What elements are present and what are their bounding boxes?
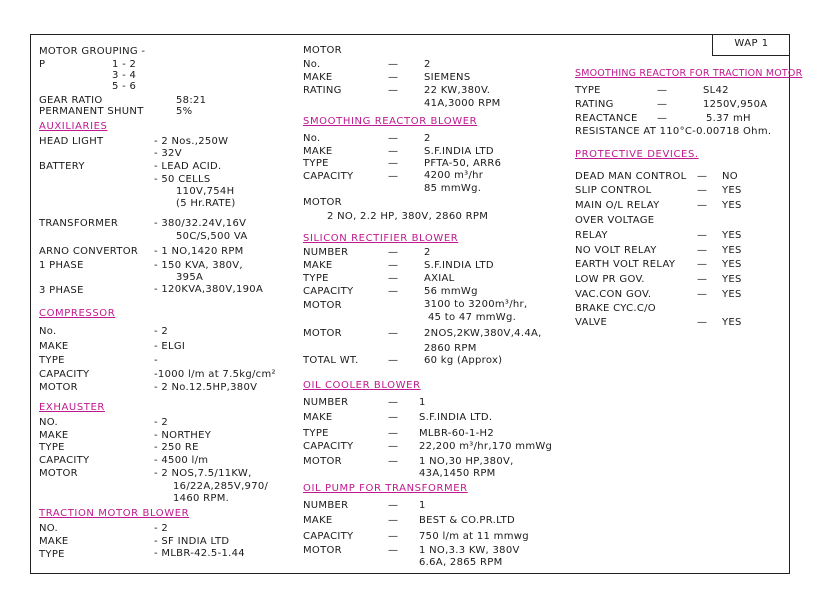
motor-rating-value-2: 41A,3000 RPM <box>424 98 501 109</box>
protective-device-label: RELAY <box>575 230 608 241</box>
ocb-motor-dash: — <box>388 456 399 467</box>
srcb-make-dash: — <box>388 260 399 271</box>
protective-device-dash: — <box>697 289 708 300</box>
three-phase-value: - 120KVA,380V,190A <box>154 284 264 295</box>
protective-device-label: MAIN O/L RELAY <box>575 200 660 211</box>
protective-device-dash: — <box>697 259 708 270</box>
tmb-no-value: - 2 <box>154 523 169 534</box>
oilpump-motor-dash: — <box>388 545 399 556</box>
srb-no-dash: — <box>388 133 399 144</box>
smoothing-reactor-traction-heading: SMOOTHING REACTOR FOR TRACTION MOTOR <box>575 68 803 79</box>
ocb-capacity-dash: — <box>388 441 399 452</box>
srcb-capacity-value: 56 mmWg <box>424 286 478 297</box>
motor-make-dash: — <box>388 72 399 83</box>
protective-device-value: YES <box>722 185 742 196</box>
permanent-shunt-value: 5% <box>176 106 193 117</box>
sheet-tag: WAP 1 <box>712 34 790 56</box>
exhauster-make-value: - NORTHEY <box>154 430 212 441</box>
srb-capacity-label: CAPACITY <box>303 171 354 182</box>
protective-device-label: BRAKE CYC.C/O <box>575 303 656 314</box>
srb-no-value: 2 <box>424 133 431 144</box>
srt-reactance-label: REACTANCE <box>575 113 638 124</box>
oilpump-capacity-dash: — <box>388 531 399 542</box>
srb-make-value: S.F.INDIA LTD <box>424 146 494 157</box>
ocb-capacity-label: CAPACITY <box>303 441 354 452</box>
battery-label: BATTERY <box>39 161 85 172</box>
srt-rating-value: 1250V,950A <box>703 99 768 110</box>
head-light-value-2: - 32V <box>154 148 182 159</box>
srcb-number-value: 2 <box>424 247 431 258</box>
compressor-motor-label: MOTOR <box>39 382 78 393</box>
srcb-type-value: AXIAL <box>424 273 455 284</box>
compressor-no-value: - 2 <box>154 326 169 337</box>
motor-no-value: 2 <box>424 59 431 70</box>
srcb-motor2-value-1: 2NOS,2KW,380V,4.4A, <box>424 328 542 339</box>
gear-ratio-label: GEAR RATIO <box>39 95 103 106</box>
motor-rating-dash: — <box>388 85 399 96</box>
ocb-capacity-value: 22,200 m³/hr,170 mmWg <box>419 441 553 452</box>
tmb-make-label: MAKE <box>39 536 69 547</box>
motor-no-dash: — <box>388 59 399 70</box>
protective-device-dash: — <box>697 274 708 285</box>
exhauster-motor-value-1: - 2 NOS,7.5/11KW, <box>154 468 252 479</box>
tmb-make-value: - SF INDIA LTD <box>154 536 230 547</box>
srcb-capacity-label: CAPACITY <box>303 286 354 297</box>
srcb-number-dash: — <box>388 247 399 258</box>
head-light-value-1: - 2 Nos.,250W <box>154 136 229 147</box>
traction-motor-blower-heading: TRACTION MOTOR BLOWER <box>39 508 190 519</box>
auxiliaries-heading: AUXILIARIES <box>39 121 108 132</box>
motor-rating-label: RATING <box>303 85 342 96</box>
srcb-motor1-value-2: 45 to 47 mmWg. <box>428 312 517 323</box>
ocb-motor-value-1: 1 NO,30 HP,380V, <box>419 456 514 467</box>
protective-device-dash: — <box>697 185 708 196</box>
srt-resistance: RESISTANCE AT 110°C-0.00718 Ohm. <box>575 126 772 137</box>
exhauster-motor-value-3: 1460 RPM. <box>173 493 230 504</box>
ocb-number-label: NUMBER <box>303 397 349 408</box>
srb-motor-value: 2 NO, 2.2 HP, 380V, 2860 RPM <box>327 211 489 222</box>
srcb-motor2-value-2: 2860 RPM <box>424 343 477 354</box>
protective-device-label: NO VOLT RELAY <box>575 245 657 256</box>
protective-device-dash: — <box>697 317 708 328</box>
protective-device-value: NO <box>722 171 738 182</box>
tmb-no-label: NO. <box>39 523 59 534</box>
silicon-rectifier-blower-heading: SILICON RECTIFIER BLOWER <box>303 233 459 244</box>
protective-device-value: YES <box>722 230 742 241</box>
srb-capacity-value-1: 4200 m³/hr <box>424 170 484 181</box>
compressor-motor-value: - 2 No.12.5HP,380V <box>154 382 258 393</box>
compressor-capacity-label: CAPACITY <box>39 369 90 380</box>
exhauster-motor-label: MOTOR <box>39 468 78 479</box>
protective-device-dash: — <box>697 171 708 182</box>
srb-type-value: PFTA-50, ARR6 <box>424 158 502 169</box>
one-phase-value-2: 395A <box>176 272 204 283</box>
srb-motor-label: MOTOR <box>303 197 342 208</box>
srb-make-label: MAKE <box>303 146 333 157</box>
head-light-label: HEAD LIGHT <box>39 136 104 147</box>
motor-grouping-row1: 1 - 2 <box>112 59 137 70</box>
motor-rating-value-1: 22 KW,380V. <box>424 85 491 96</box>
srt-reactance-dash: — <box>657 113 668 124</box>
srb-make-dash: — <box>388 146 399 157</box>
transformer-label: TRANSFORMER <box>39 218 119 229</box>
srb-capacity-dash: — <box>388 171 399 182</box>
arno-convertor-value: - 1 NO,1420 RPM <box>154 246 244 257</box>
oilpump-number-dash: — <box>388 500 399 511</box>
battery-value-4: (5 Hr.RATE) <box>176 198 236 209</box>
srcb-number-label: NUMBER <box>303 247 349 258</box>
arno-convertor-label: ARNO CONVERTOR <box>39 246 139 257</box>
srcb-total-wt-dash: — <box>388 355 399 366</box>
protective-device-label: LOW PR GOV. <box>575 274 645 285</box>
compressor-heading: COMPRESSOR <box>39 308 116 319</box>
ocb-type-label: TYPE <box>303 428 329 439</box>
ocb-make-value: S.F.INDIA LTD. <box>419 412 493 423</box>
compressor-no-label: No. <box>39 326 57 337</box>
protective-device-dash: — <box>697 200 708 211</box>
exhauster-capacity-value: - 4500 l/m <box>154 455 209 466</box>
oilpump-make-value: BEST & CO.PR.LTD <box>419 515 516 526</box>
srcb-motor1-value-1: 3100 to 3200m³/hr, <box>424 299 528 310</box>
srb-type-dash: — <box>388 158 399 169</box>
srt-type-value: SL42 <box>703 85 729 96</box>
protective-device-label: VALVE <box>575 317 608 328</box>
ocb-type-dash: — <box>388 428 399 439</box>
smoothing-reactor-blower-heading: SMOOTHING REACTOR BLOWER <box>303 116 478 127</box>
ocb-make-dash: — <box>388 412 399 423</box>
one-phase-value-1: - 150 KVA, 380V, <box>154 260 243 271</box>
motor-grouping-p: P <box>39 59 46 70</box>
ocb-number-dash: — <box>388 397 399 408</box>
srt-type-label: TYPE <box>575 85 601 96</box>
protective-device-value: YES <box>722 245 742 256</box>
protective-device-value: YES <box>722 317 742 328</box>
protective-device-label: VAC.CON GOV. <box>575 289 652 300</box>
oil-pump-heading: OIL PUMP FOR TRANSFORMER <box>303 483 468 494</box>
srcb-make-value: S.F.INDIA LTD <box>424 260 494 271</box>
srb-no-label: No. <box>303 133 321 144</box>
tmb-type-label: TYPE <box>39 549 65 560</box>
srcb-make-label: MAKE <box>303 260 333 271</box>
oilpump-make-dash: — <box>388 515 399 526</box>
exhauster-capacity-label: CAPACITY <box>39 455 90 466</box>
compressor-make-label: MAKE <box>39 341 69 352</box>
gear-ratio-value: 58:21 <box>176 95 207 106</box>
srb-capacity-value-2: 85 mmWg. <box>424 183 482 194</box>
motor-heading: MOTOR <box>303 45 342 56</box>
protective-device-value: YES <box>722 289 742 300</box>
protective-device-value: YES <box>722 200 742 211</box>
oilpump-motor-value-1: 1 NO,3.3 KW, 380V <box>419 545 520 556</box>
battery-value-2: - 50 CELLS <box>154 174 211 185</box>
srb-type-label: TYPE <box>303 158 329 169</box>
compressor-make-value: - ELGI <box>154 341 186 352</box>
oilpump-make-label: MAKE <box>303 515 333 526</box>
srcb-motor2-label: MOTOR <box>303 328 342 339</box>
exhauster-make-label: MAKE <box>39 430 69 441</box>
exhauster-type-value: - 250 RE <box>154 442 199 453</box>
protective-device-label: OVER VOLTAGE <box>575 215 655 226</box>
srt-rating-label: RATING <box>575 99 614 110</box>
protective-device-dash: — <box>697 230 708 241</box>
srt-rating-dash: — <box>657 99 668 110</box>
exhauster-no-label: NO. <box>39 417 59 428</box>
srcb-motor1-label: MOTOR <box>303 300 342 311</box>
ocb-type-value: MLBR-60-1-H2 <box>419 428 494 439</box>
oil-cooler-blower-heading: OIL COOLER BLOWER <box>303 380 421 391</box>
protective-device-label: EARTH VOLT RELAY <box>575 259 676 270</box>
ocb-motor-label: MOTOR <box>303 456 342 467</box>
protective-device-label: DEAD MAN CONTROL <box>575 171 687 182</box>
oilpump-number-label: NUMBER <box>303 500 349 511</box>
tmb-type-value: - MLBR-42.5-1.44 <box>154 548 245 559</box>
exhauster-type-label: TYPE <box>39 442 65 453</box>
oilpump-number-value: 1 <box>419 500 426 511</box>
motor-no-label: No. <box>303 59 321 70</box>
protective-device-dash: — <box>697 245 708 256</box>
permanent-shunt-label: PERMANENT SHUNT <box>39 106 144 117</box>
srcb-capacity-dash: — <box>388 286 399 297</box>
compressor-type-value: - <box>154 355 158 366</box>
exhauster-motor-value-2: 16/22A,285V,970/ <box>173 481 269 492</box>
transformer-value-2: 50C/S,500 VA <box>176 231 248 242</box>
compressor-type-label: TYPE <box>39 355 65 366</box>
srcb-total-wt-label: TOTAL WT. <box>303 355 359 366</box>
oilpump-capacity-value: 750 l/m at 11 mmwg <box>419 531 529 542</box>
motor-make-label: MAKE <box>303 72 333 83</box>
protective-device-value: YES <box>722 274 742 285</box>
oilpump-capacity-label: CAPACITY <box>303 531 354 542</box>
motor-make-value: SIEMENS <box>424 72 471 83</box>
battery-value-3: 110V,754H <box>176 186 235 197</box>
srcb-motor2-dash: — <box>388 328 399 339</box>
srt-type-dash: — <box>657 85 668 96</box>
exhauster-no-value: - 2 <box>154 417 169 428</box>
motor-grouping-row3: 5 - 6 <box>112 81 137 92</box>
protective-devices-heading: PROTECTIVE DEVICES. <box>575 149 699 160</box>
transformer-value-1: - 380/32.24V,16V <box>154 218 247 229</box>
three-phase-label: 3 PHASE <box>39 285 84 296</box>
motor-grouping-label: MOTOR GROUPING - <box>39 46 146 57</box>
ocb-make-label: MAKE <box>303 412 333 423</box>
srcb-type-dash: — <box>388 273 399 284</box>
oilpump-motor-value-2: 6.6A, 2865 RPM <box>419 557 503 568</box>
compressor-capacity-value: -1000 l/m at 7.5kg/cm² <box>154 369 276 380</box>
motor-grouping-row2: 3 - 4 <box>112 70 137 81</box>
protective-device-label: SLIP CONTROL <box>575 185 652 196</box>
srcb-type-label: TYPE <box>303 273 329 284</box>
battery-value-1: - LEAD ACID. <box>154 161 222 172</box>
ocb-number-value: 1 <box>419 397 426 408</box>
oilpump-motor-label: MOTOR <box>303 545 342 556</box>
srcb-total-wt-value: 60 kg (Approx) <box>424 355 503 366</box>
ocb-motor-value-2: 43A,1450 RPM <box>419 468 496 479</box>
srt-reactance-value: 5.37 mH <box>706 113 751 124</box>
exhauster-heading: EXHAUSTER <box>39 402 105 413</box>
one-phase-label: 1 PHASE <box>39 260 84 271</box>
protective-device-value: YES <box>722 259 742 270</box>
